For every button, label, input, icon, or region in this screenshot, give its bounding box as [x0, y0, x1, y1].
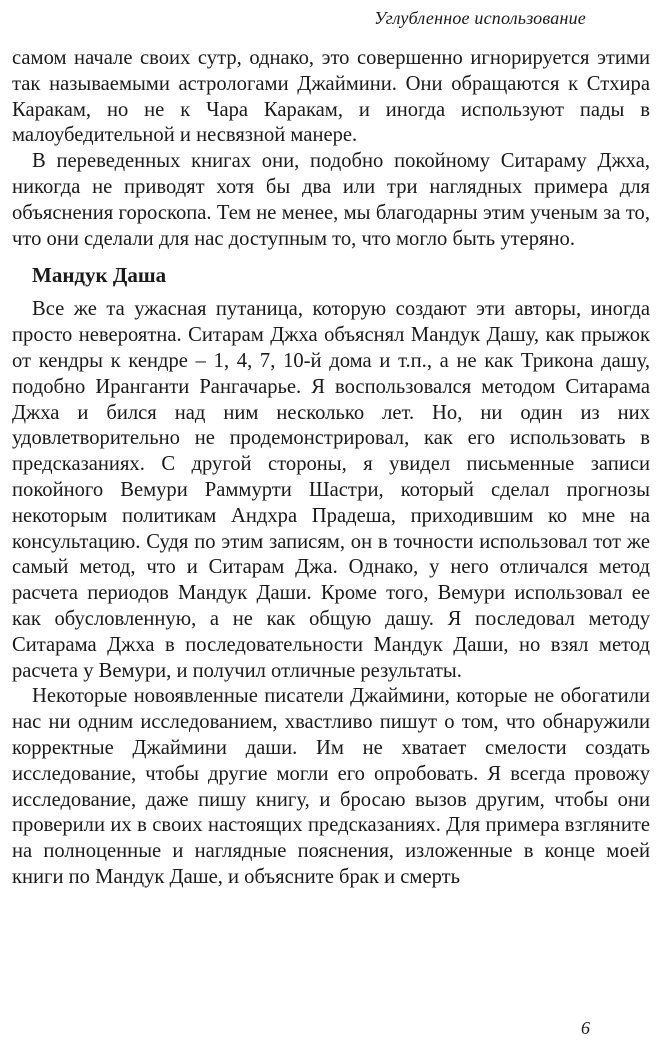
paragraph-continued: самом начале своих сутр, однако, это совершенно игнорируется этими так называемыми астрологами Джаймини. Они обращаются к Стхира Каракам, но не к Чара Каракам, и иногда используют пады в малоубедительной и несвязной манере. — [12, 47, 650, 147]
page-number: 6 — [581, 1018, 590, 1038]
running-header: Углубленное использование — [374, 8, 586, 28]
body-text — [12, 46, 650, 891]
paragraph: В переведенных книгах они, подобно покойному Ситараму Джха, никогда не приводят хотя бы два или три наглядных примера для объяснения гороскопа. Тем не менее, мы благодарны этим ученым за то, что они сделали для нас доступным то, что могло быть утеряно. — [12, 150, 650, 250]
paragraph: Некоторые новоявленные писатели Джаймини, которые не обогатили нас ни одним исследованием, хвастливо пишут о том, что обнаружили корректные Джаймини даши. Им не хватает смелости создать исследование, чтобы другие могли его опробовать. Я всегда провожу исследование, даже пишу книгу, и бросаю вызов другим, чтобы они проверили их в своих настоящих предсказаниях. Для примера взгляните на полноценные и наглядные пояснения, изложенные в конце моей книги по Мандук Даше, и объясните брак и смерть — [12, 685, 650, 888]
section-heading: Мандук Даша — [32, 263, 167, 288]
paragraph: Все же та ужасная путаница, которую создают эти авторы, иногда просто невероятна. Ситарам Джха объяснял Мандук Дашу, как прыжок от кендры к кендре – 1, 4, 7, 10-й дома и т.п., а не как Трикона дашу, подобно Иранганти Рангачарье. Я воспользовался методом Ситарама Джха и бился над ним несколько лет. Но, ни один из них удовлетворительно не продемонстрировал, как его использовать в предсказаниях. С другой стороны, я увидел письменные записи покойного Вемури Раммурти Шастри, который сделал прогнозы некоторым политикам Андхра Прадеша, приходившим ко мне на консультацию. Судя по этим записям, он в точности использовал тот же самый метод, что и Ситарам Джа. Однако, у него отличался метод расчета периодов Мандук Даши. Кроме того, Вемури использовал ее как обусловленную, а не как общую дашу. Я последовал методу Ситарама Джха в последовательности Мандук Даши, но взял метод расчета у Вемури, и получил отличные результаты. — [12, 298, 650, 682]
